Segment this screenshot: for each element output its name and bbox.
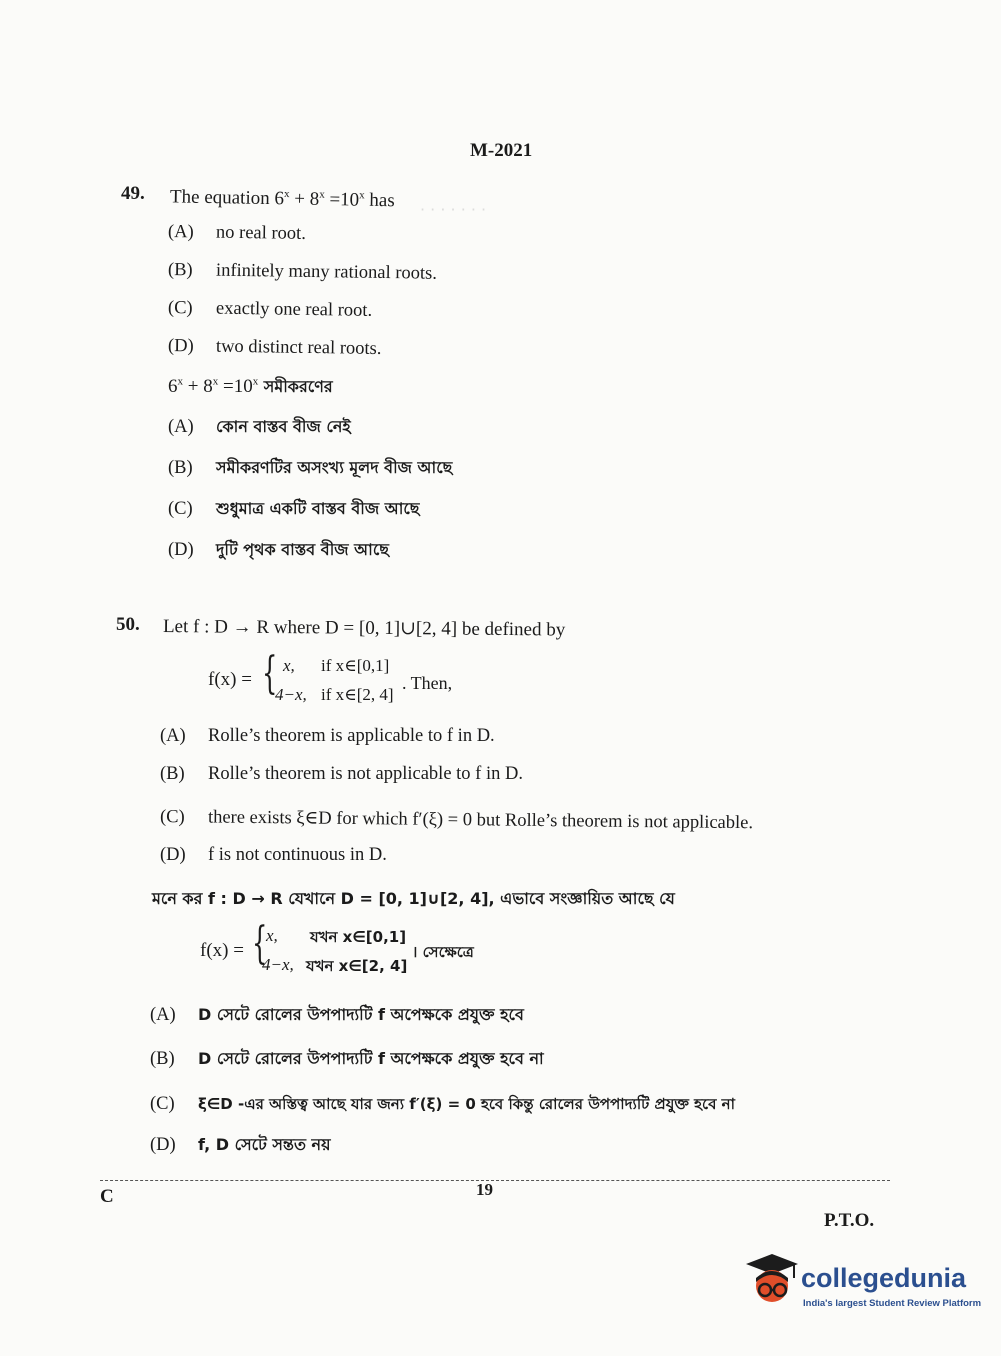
q49-bengali-option-b: (B) সমীকরণটির অসংখ্য মূলদ বীজ আছে [168,458,453,478]
question-50-stem: Let f : D → R where D = [0, 1]∪[2, 4] be defined by [162,616,566,641]
q49-option-c: (C) exactly one real root. [167,298,373,321]
q50-case2-cond: if x∈[2, 4] [321,685,394,704]
page-number: 19 [476,1180,493,1199]
q50-case2-expr: 4−x, [275,685,307,704]
q50-bengali-function-lhs: f(x) = [200,940,244,961]
q49-option-a: (A) no real root. [167,222,307,244]
q50-bengali-option-d: (D) f, D সেটে সন্তত নয় [150,1135,331,1155]
q50-bengali-case2-expr: 4−x, [262,955,294,974]
q50-bengali-function-brace: { [252,918,268,969]
q49-bengali-option-d: (D) দুটি পৃথক বাস্তব বীজ আছে [168,540,389,560]
collegedunia-logo-icon [742,1250,800,1313]
q50-case1-expr: x, [283,656,295,675]
q50-option-d: (D) f is not continuous in D. [160,845,387,865]
q49-option-b: (B) infinitely many rational roots. [167,260,438,284]
question-49-stem: The equation $6^x + 8^x =10^x$ has [169,186,395,212]
question-49-number: 49. [121,183,145,204]
collegedunia-tagline: India's largest Student Review Platform [803,1298,982,1309]
q50-option-b: (B) Rolle’s theorem is not applicable to f in D. [160,764,523,784]
q50-bengali-option-c: (C) ξ∈D -এর অস্তিত্ব আছে যার জন্য f′(ξ) = 0 হবে কিন্তু রোলের উপপাদ্যটি প্রযুক্ত হবে না [150,1094,735,1114]
bleed-through-text: · · · · · · · [420,200,487,219]
q49-bengali-option-c: (C) শুধুমাত্র একটি বাস্তব বীজ আছে [168,499,420,519]
q50-bengali-case1-expr: x, [266,926,278,945]
q50-option-c: (C) there exists ξ∈D for which f′(ξ) = 0 but Rolle’s theorem is not applicable. [159,807,754,834]
q50-then: . Then, [402,673,453,693]
q50-case1-cond: if x∈[0,1] [321,656,390,675]
q50-bengali-then: । সেক্ষেত্রে [412,943,474,961]
q49-bengali-stem: $6^x + 8^x =10^x$ সমীকরণের [168,375,333,397]
q50-bengali-stem: মনে কর f : D → R যেখানে D = [0, 1]∪[2, 4], এভাবে সংজ্ঞায়িত আছে যে [152,889,675,908]
please-turn-over: P.T.O. [824,1210,875,1231]
q50-bengali-option-b: (B) D সেটে রোলের উপপাদ্যটি f অপেক্ষকে প্রযুক্ত হবে না [150,1049,544,1069]
question-50-number: 50. [116,614,140,635]
set-code: C [100,1186,114,1207]
q50-function-brace: { [262,648,278,699]
q49-bengali-option-a: (A) কোন বাস্তব বীজ নেই [168,417,351,437]
q49-option-d: (D) two distinct real roots. [167,336,382,359]
footer-rule [100,1180,890,1181]
q50-bengali-option-a: (A) D সেটে রোলের উপপাদ্যটি f অপেক্ষকে প্রযুক্ত হবে [150,1005,524,1025]
q50-option-a: (A) Rolle’s theorem is applicable to f in D. [160,726,495,746]
q50-function-lhs: f(x) = [208,669,252,690]
collegedunia-brand: collegedunia [801,1263,967,1293]
q50-bengali-case1-cond: যখন x∈[0,1] [310,928,407,946]
q50-bengali-case2-cond: যখন x∈[2, 4] [306,957,408,975]
paper-code: M-2021 [470,140,533,161]
